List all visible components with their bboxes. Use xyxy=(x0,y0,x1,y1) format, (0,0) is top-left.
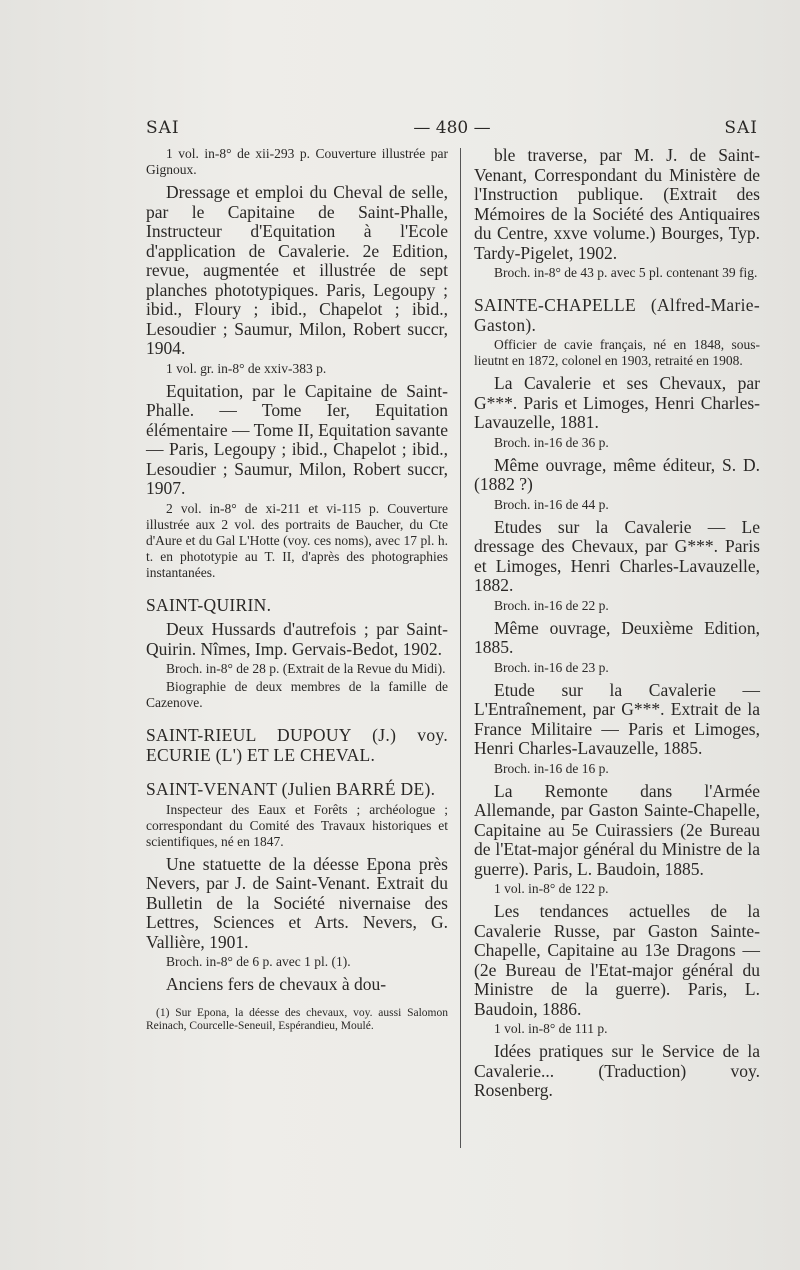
entry-text: Dressage et emploi du Cheval de selle, par le Capitaine de Saint-Phalle, Instructeur d'Equitation à l'Ecole d'application de Cavalerie. 2e Edition, revue, augmentée et illustrée de sept planches phototypiques. Paris, Legoupy ; ibid., Floury ; ibid., Chapelot ; ibid., Lesoudier ; Saumur, Milon, Robert succr, 1904. xyxy=(146,182,448,358)
entry-text: Idées pratiques sur le Service de la Cavalerie... (Traduction) voy. Rosenberg. xyxy=(474,1041,760,1100)
entry-note: Broch. in-16 de 16 p. xyxy=(494,760,609,776)
entry-note: Broch. in-8° de 6 p. avec 1 pl. (1). xyxy=(166,954,351,969)
entry-note: Biographie de deux membres de la famille de Cazenove. xyxy=(146,679,448,710)
entry-text: ble traverse, par M. J. de Saint-Venant, Correspondant du Ministère de l'Instruction publique. (Extrait des Mémoires de la Société des Antiquaires du Centre, xxve volume.) Bourges, Typ. Tardy-Pigelet, 1902. xyxy=(474,145,760,263)
entry-note: 1 vol. in-8° de 122 p. xyxy=(494,881,609,896)
entry-note: Broch. in-16 de 36 p. xyxy=(494,434,609,450)
entry-note: Broch. in-8° de 28 p. (Extrait de la Revue du Midi). xyxy=(166,661,446,676)
entry-text: Etude sur la Cavalerie — L'Entraînement, par G***. Extrait de la France Militaire — Paris et Limoges, Henri Charles-Lavauzelle, 1885. xyxy=(474,679,760,758)
entry-note: Officier de cavie français, né en 1848, sous-lieutnt en 1872, colonel en 1903, retraité en 1908. xyxy=(474,337,760,368)
entry-text: Equitation, par le Capitaine de Saint-Phalle. — Tome Ier, Equitation élémentaire — Tome II, Equitation savante — Paris, Legoupy ; ibid., Chapelot ; ibid., Lesoudier ; Saumur, Milon, Robert succr, 1907. xyxy=(146,380,448,498)
entry-note: Broch. in-16 de 22 p. xyxy=(494,597,609,613)
entry-text: La Remonte dans l'Armée Allemande, par Gaston Sainte-Chapelle, Capitaine au 5e Cuirassiers (2e Bureau de l'Etat-major général du Ministre de la guerre). Paris, L. Baudoin, 1885. xyxy=(474,780,760,879)
entry-text: Une statuette de la déesse Epona près Nevers, par J. de Saint-Venant. Extrait du Bulletin de la Société nivernaise des Lettres, Sciences et Arts. Nevers, G. Vallière, 1901. xyxy=(146,853,448,952)
entry-text: Même ouvrage, Deuxième Edition, 1885. xyxy=(474,617,760,657)
author-heading: SAINTE-CHAPELLE (Alfred-Marie-Gaston). xyxy=(474,295,760,335)
entry-text: La Cavalerie et ses Chevaux, par G***. Paris et Limoges, Henri Charles-Lavauzelle, 1881. xyxy=(474,373,760,432)
header-left: SAI xyxy=(146,118,180,138)
header-right: SAI xyxy=(724,118,758,138)
entry-text: Même ouvrage, même éditeur, S. D. (1882 ?) xyxy=(474,454,760,494)
entry-note: Broch. in-16 de 23 p. xyxy=(494,659,609,675)
entry-text: Deux Hussards d'autrefois ; par Saint-Quirin. Nîmes, Imp. Gervais-Bedot, 1902. xyxy=(146,619,448,659)
entry-note: 1 vol. in-8° de 111 p. xyxy=(494,1021,608,1036)
entry-text: Les tendances actuelles de la Cavalerie Russe, par Gaston Sainte-Chapelle, Capitaine au 13e Dragons — (2e Bureau de l'Etat-major général du Ministre de la guerre). Paris, L. Baudoin, 1886. xyxy=(474,901,760,1019)
entry-note: Broch. in-8° de 43 p. avec 5 pl. contenant 39 fig. xyxy=(494,265,758,280)
entry-note: 1 vol. in-8° de xii-293 p. Couverture illustrée par Gignoux. xyxy=(146,146,448,177)
column-divider xyxy=(460,148,461,1148)
entry-note: 2 vol. in-8° de xi-211 et vi-115 p. Couverture illustrée aux 2 vol. des portraits de Baucher, du Cte d'Aure et du Gal L'Hotte (voy. ces noms), avec 17 pl. h. t. en phototypie au T. II, d'après des photographies instantanées. xyxy=(146,500,448,580)
page-number: — 480 — xyxy=(413,118,491,138)
author-heading: SAINT-QUIRIN. xyxy=(146,594,272,615)
footnote: (1) Sur Epona, la déesse des chevaux, voy. aussi Salomon Reinach, Courcelle-Seneuil, Espérandieu, Moulé. xyxy=(146,1006,448,1032)
entry-text: Anciens fers de chevaux à dou- xyxy=(166,974,387,994)
entry-text: Etudes sur la Cavalerie — Le dressage des Chevaux, par G***. Paris et Limoges, Henri Charles-Lavauzelle, 1882. xyxy=(474,516,760,595)
entry-note: 1 vol. gr. in-8° de xxiv-383 p. xyxy=(166,360,327,376)
author-heading: SAINT-VENANT (Julien BARRÉ DE). xyxy=(146,779,436,799)
entry-note: Broch. in-16 de 44 p. xyxy=(494,496,609,512)
running-header xyxy=(146,118,758,142)
right-column xyxy=(474,146,760,1101)
left-column xyxy=(146,146,448,1033)
entry-note: Inspecteur des Eaux et Forêts ; archéologue ; correspondant du Comité des Travaux historiques et scientifiques, né en 1847. xyxy=(146,801,448,849)
author-heading: SAINT-RIEUL DUPOUY (J.) voy. ECURIE (L') ET LE CHEVAL. xyxy=(146,725,448,765)
